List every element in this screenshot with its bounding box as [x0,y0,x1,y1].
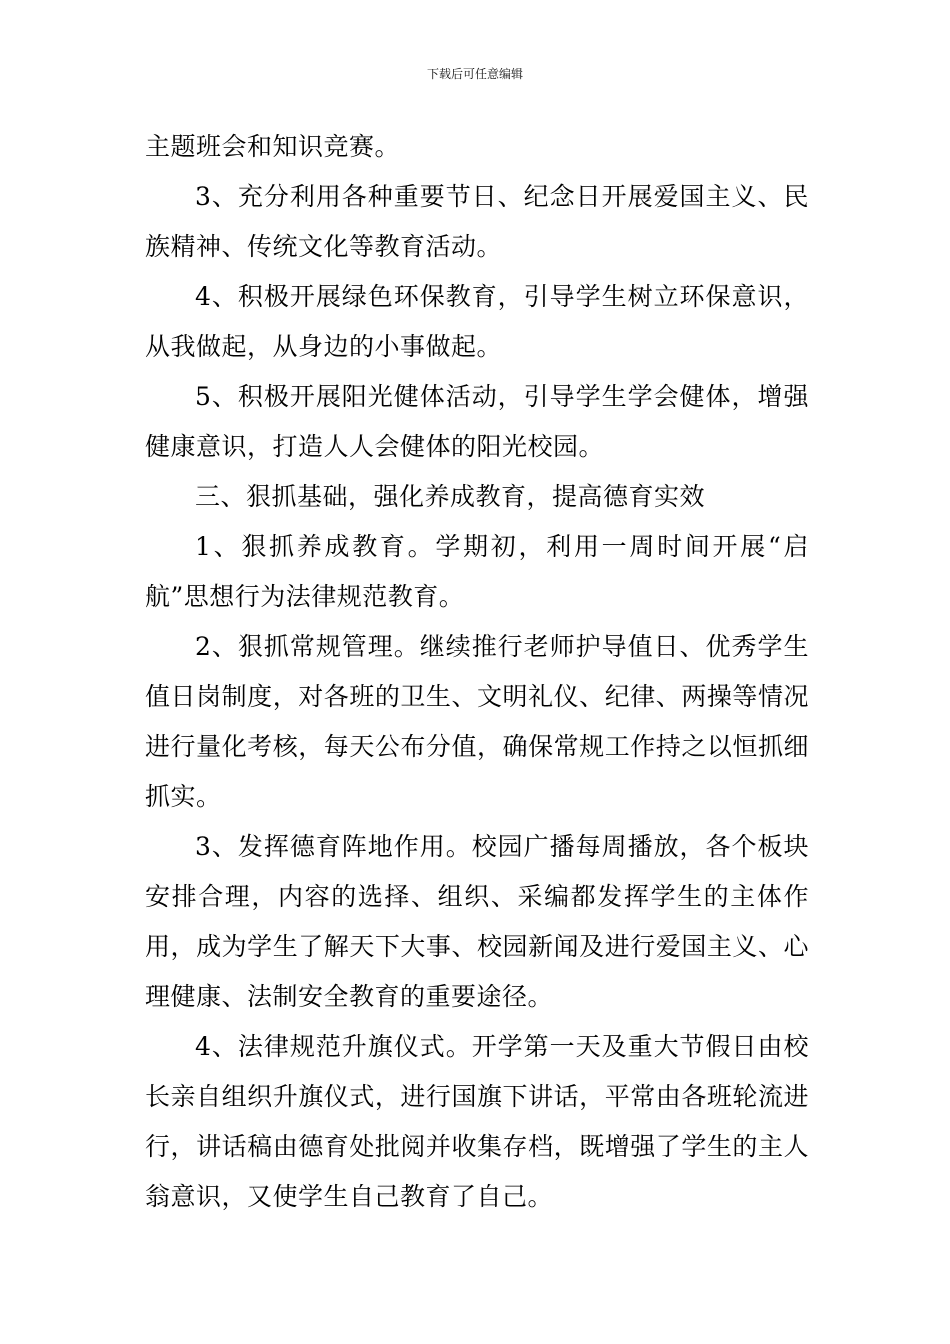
paragraph: 1、狠抓养成教育。学期初，利用一周时间开展“启航”思想行为法律规范教育。 [145,532,809,611]
paragraph: 5、积极开展阳光健体活动，引导学生学会健体，增强健康意识，打造人人会健体的阳光校园。 [145,382,809,461]
paragraph: 主题班会和知识竞赛。 [145,132,401,161]
paragraph: 4、法律规范升旗仪式。开学第一天及重大节假日由校长亲自组织升旗仪式，进行国旗下讲话，平常由各班轮流进行，讲话稿由德育处批阅并收集存档，既增强了学生的主人翁意识，又使学生自己教育了自己。 [145,1032,809,1211]
document-body [145,122,809,1222]
paragraph: 3、发挥德育阵地作用。校园广播每周播放，各个板块安排合理，内容的选择、组织、采编都发挥学生的主体作用，成为学生了解天下大事、校园新闻及进行爱国主义、心理健康、法制安全教育的重要途径。 [145,832,809,1011]
section-heading: 三、狠抓基础，强化养成教育，提高德育实效 [195,482,706,511]
paragraph: 2、狠抓常规管理。继续推行老师护导值日、优秀学生值日岗制度，对各班的卫生、文明礼仪、纪律、两操等情况进行量化考核，每天公布分值，确保常规工作持之以恒抓细抓实。 [145,632,809,811]
paragraph: 4、积极开展绿色环保教育，引导学生树立环保意识，从我做起，从身边的小事做起。 [145,282,809,361]
paragraph: 3、充分利用各种重要节日、纪念日开展爱国主义、民族精神、传统文化等教育活动。 [145,182,809,261]
page-header: 下载后可任意编辑 [426,67,523,81]
